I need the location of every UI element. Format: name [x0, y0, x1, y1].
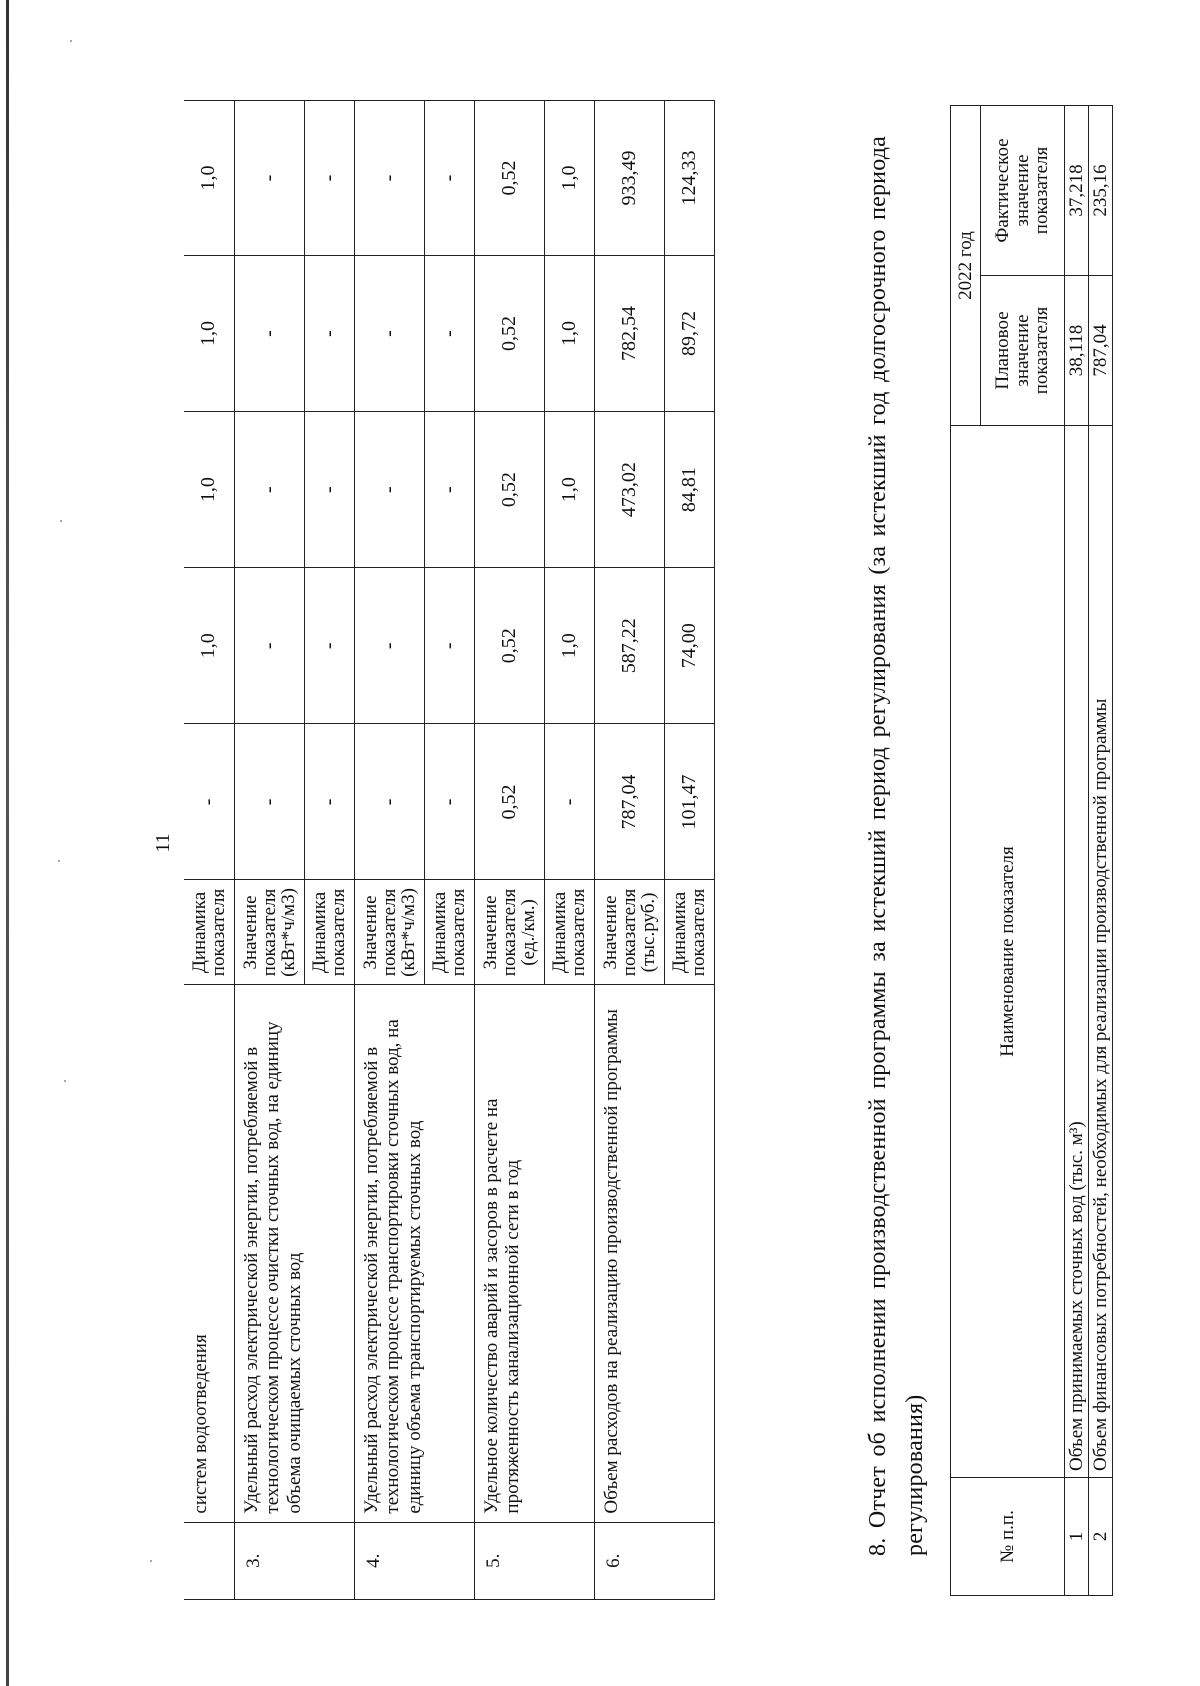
- row-number: 1: [1065, 1478, 1089, 1596]
- indicator-unit: Динамика показателя: [664, 880, 714, 985]
- value-cell: 124,33: [664, 101, 714, 256]
- value-cell: 1,0: [184, 568, 234, 724]
- value-cell: -: [544, 724, 594, 880]
- value-cell: 0,52: [474, 101, 544, 256]
- value-cell: -: [424, 255, 474, 411]
- page-number: 11: [152, 833, 174, 853]
- value-cell: 473,02: [594, 412, 664, 568]
- row-number: 5.: [474, 1522, 594, 1599]
- actual-value: 235,16: [1089, 105, 1113, 275]
- row-number: 2: [1089, 1478, 1113, 1596]
- value-cell: 1,0: [184, 255, 234, 411]
- value-cell: 74,00: [664, 568, 714, 724]
- table-row: [594, 101, 664, 1600]
- table-row: [354, 101, 424, 1600]
- indicator-unit: Значение показателя (кВт*ч/м3): [234, 880, 304, 985]
- table-row: [234, 101, 304, 1600]
- value-cell: 1,0: [184, 412, 234, 568]
- value-cell: 1,0: [544, 255, 594, 411]
- header-planned: Плановое значение показателя: [981, 276, 1065, 426]
- value-cell: -: [234, 724, 304, 880]
- value-cell: 1,0: [544, 101, 594, 256]
- row-number: 3.: [234, 1522, 354, 1599]
- indicator-unit: Значение показателя (кВт*ч/м3): [354, 880, 424, 985]
- value-cell: -: [354, 568, 424, 724]
- table-header-row: [951, 105, 981, 1595]
- value-cell: 1,0: [544, 568, 594, 724]
- value-cell: -: [424, 101, 474, 256]
- value-cell: 587,22: [594, 568, 664, 724]
- indicator-name: систем водоотведения: [184, 985, 234, 1522]
- indicator-unit: Динамика показателя: [544, 880, 594, 985]
- value-cell: 0,52: [474, 412, 544, 568]
- indicators-table: [184, 100, 715, 1600]
- value-cell: -: [354, 412, 424, 568]
- value-cell: -: [184, 724, 234, 880]
- value-cell: 0,52: [474, 568, 544, 724]
- value-cell: 0,52: [474, 724, 544, 880]
- indicator-name: Объем расходов на реализацию производственной программы: [594, 985, 714, 1522]
- value-cell: 1,0: [544, 412, 594, 568]
- value-cell: 0,52: [474, 255, 544, 411]
- value-cell: -: [234, 568, 304, 724]
- value-cell: -: [424, 724, 474, 880]
- header-name: Наименование показателя: [951, 426, 1065, 1478]
- indicator-name: Объем принимаемых сточных вод (тыс. м³): [1065, 426, 1089, 1478]
- value-cell: 782,54: [594, 255, 664, 411]
- value-cell: -: [354, 724, 424, 880]
- indicator-unit: Динамика показателя: [184, 880, 234, 985]
- value-cell: 933,49: [594, 101, 664, 256]
- planned-value: 38,118: [1065, 276, 1089, 426]
- value-cell: -: [234, 101, 304, 256]
- indicator-unit: Значение показателя (ед./км.): [474, 880, 544, 985]
- indicator-name: Удельный расход электрической энергии, потребляемой в технологическом процессе транспортировки сточных вод, на единицу объема транспортируемых сточных вод: [354, 985, 474, 1522]
- indicator-name: Удельное количество аварий и засоров в расчете на протяженность канализационной сети в год: [474, 985, 594, 1522]
- report-table: [950, 105, 1113, 1596]
- value-cell: -: [304, 255, 354, 411]
- indicator-unit: Динамика показателя: [304, 880, 354, 985]
- section-heading: 8. Отчет об исполнении производственной программы за истекший период регулирования (за истекший год долгосрочного периода регулирования): [865, 136, 929, 1556]
- header-year: 2022 год: [951, 105, 981, 425]
- value-cell: 89,72: [664, 255, 714, 411]
- value-cell: -: [234, 412, 304, 568]
- value-cell: -: [234, 255, 304, 411]
- planned-value: 787,04: [1089, 276, 1113, 426]
- row-number: 6.: [594, 1522, 714, 1599]
- value-cell: -: [304, 724, 354, 880]
- table-row: [184, 101, 234, 1600]
- value-cell: 787,04: [594, 724, 664, 880]
- value-cell: 1,0: [184, 101, 234, 256]
- value-cell: -: [354, 101, 424, 256]
- value-cell: -: [354, 255, 424, 411]
- table-row: [1065, 105, 1089, 1595]
- header-actual: Фактическое значение показателя: [981, 105, 1065, 275]
- indicator-unit: Динамика показателя: [424, 880, 474, 985]
- value-cell: 101,47: [664, 724, 714, 880]
- indicator-unit: Значение показателя (тыс.руб.): [594, 880, 664, 985]
- value-cell: 84,81: [664, 412, 714, 568]
- header-num: № п.п.: [951, 1478, 1065, 1596]
- row-number: [184, 1522, 234, 1599]
- value-cell: -: [424, 568, 474, 724]
- value-cell: -: [304, 101, 354, 256]
- actual-value: 37,218: [1065, 105, 1089, 275]
- indicator-name: Объем финансовых потребностей, необходимых для реализации производственной программы: [1089, 426, 1113, 1478]
- table-row: [474, 101, 544, 1600]
- value-cell: -: [304, 568, 354, 724]
- value-cell: -: [304, 412, 354, 568]
- value-cell: -: [424, 412, 474, 568]
- indicator-name: Удельный расход электрической энергии, потребляемой в технологическом процессе очистки сточных вод, на единицу объема очищаемых сточных вод: [234, 985, 354, 1522]
- table-row: [1089, 105, 1113, 1595]
- row-number: 4.: [354, 1522, 474, 1599]
